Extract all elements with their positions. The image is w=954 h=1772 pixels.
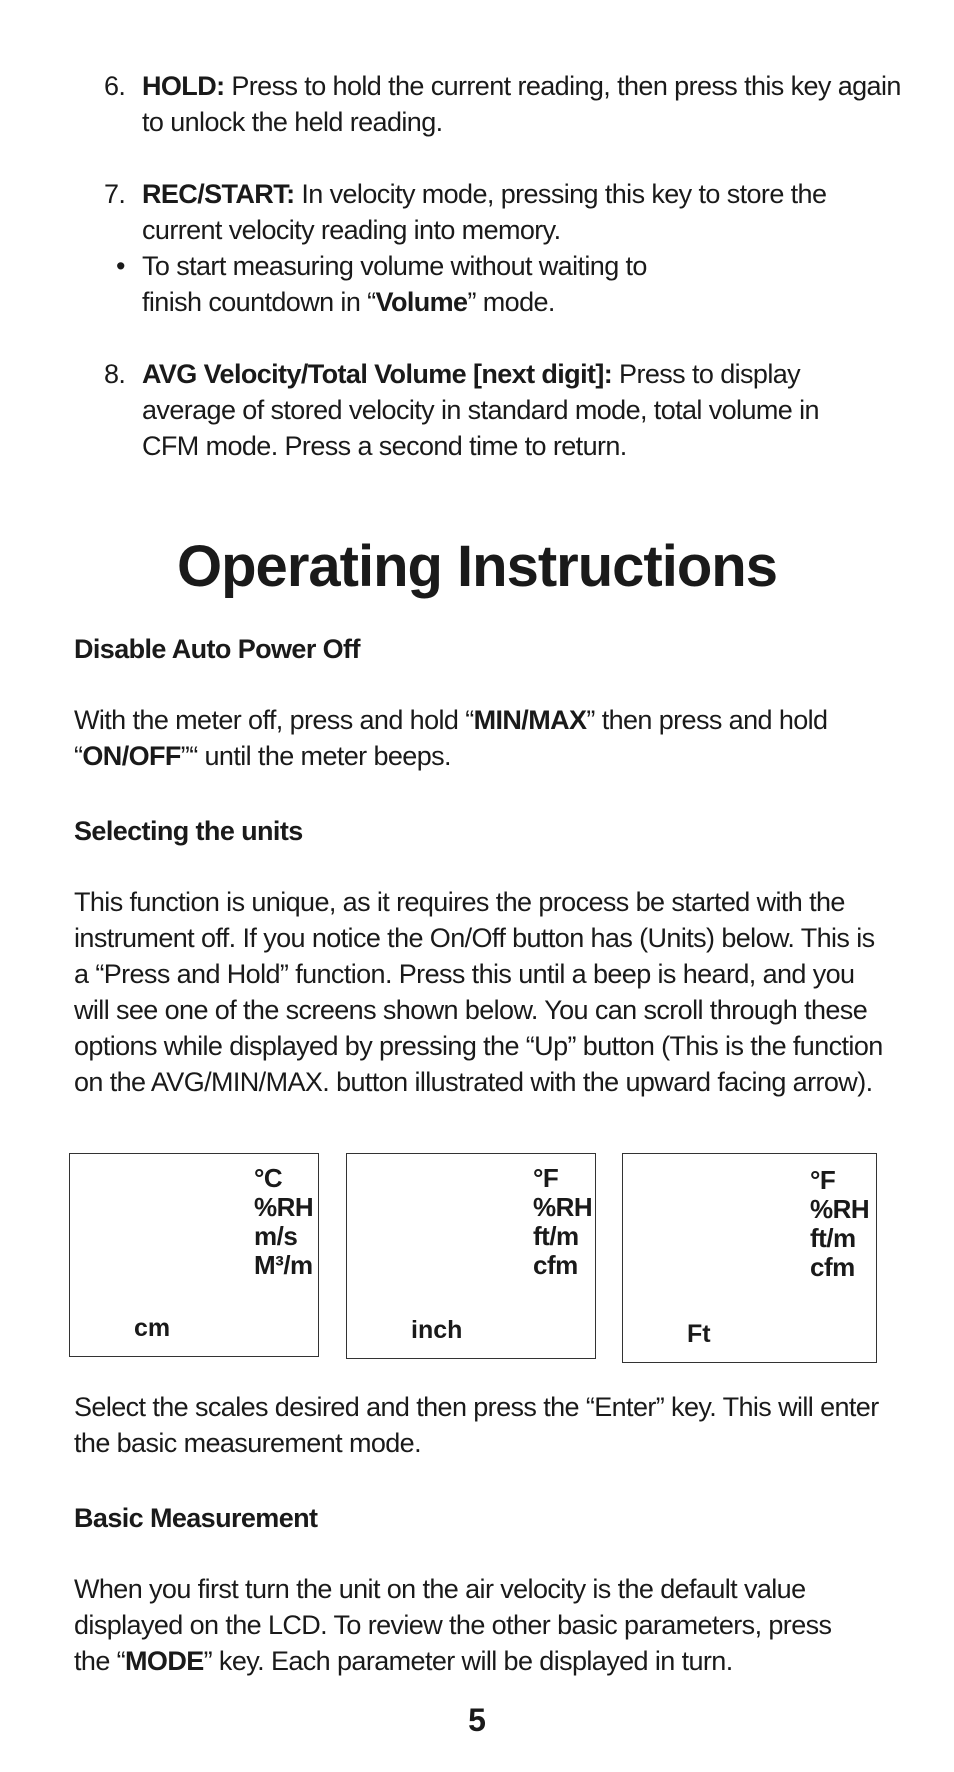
lcd-scale-label: Ft	[687, 1320, 711, 1348]
temp-unit: °F	[810, 1165, 836, 1195]
item-label: HOLD:	[142, 71, 225, 101]
volume-unit: cfm	[810, 1252, 855, 1282]
item-body	[142, 68, 904, 140]
humidity-unit: %RH	[254, 1192, 314, 1222]
lcd-scale-label: inch	[411, 1316, 463, 1344]
temp-unit: °C	[254, 1163, 283, 1193]
velocity-unit: ft/m	[533, 1221, 579, 1251]
velocity-unit: m/s	[254, 1221, 298, 1251]
item-text: In velocity mode, pressing this key to store the current velocity reading into memory.	[142, 179, 827, 245]
lcd-units	[533, 1164, 592, 1280]
item-text: Press to hold the current reading, then press this key again to unlock the held reading.	[142, 71, 901, 137]
temp-unit: °F	[533, 1163, 559, 1193]
paragraph-basic-measurement	[74, 1571, 874, 1679]
item-body	[142, 356, 872, 464]
item-text: Press to display average of stored velocity in standard mode, total volume in CFM mode. Press a second time to return.	[142, 359, 819, 461]
key-item-avg-velocity	[104, 356, 904, 464]
lcd-screen-imperial-inch	[346, 1153, 596, 1359]
item-number: 6.	[104, 71, 126, 101]
lcd-screen-imperial-ft	[622, 1153, 877, 1363]
item-label: AVG Velocity/Total Volume [next digit]:	[142, 359, 613, 389]
page-number: 5	[468, 1702, 486, 1738]
lcd-scale-label: cm	[134, 1314, 171, 1342]
humidity-unit: %RH	[810, 1194, 870, 1224]
velocity-unit: ft/m	[810, 1223, 856, 1253]
bullet-pre: To start measuring volume without waiting to finish countdown in “	[142, 251, 647, 317]
bullet-bold: Volume	[375, 287, 468, 317]
para-text: ” key. Each parameter will be displayed in turn.	[203, 1646, 733, 1676]
para-bold: ON/OFF	[82, 741, 181, 771]
paragraph-select-scales: Select the scales desired and then press the “Enter” key. This will enter the basic measurement mode.	[74, 1392, 879, 1458]
item-number: 8.	[104, 359, 126, 389]
para-text: With the meter off, press and hold “	[74, 705, 474, 735]
lcd-units	[810, 1166, 869, 1282]
paragraph-disable-auto-power-off	[74, 702, 864, 774]
item-number: 7.	[104, 179, 126, 209]
bullet-item-volume	[116, 248, 676, 320]
volume-unit: M³/m	[254, 1250, 313, 1280]
lcd-screen-metric	[69, 1153, 319, 1357]
key-item-rec-start	[104, 176, 904, 248]
item-label: REC/START:	[142, 179, 295, 209]
para-text: ”“ until the meter beeps.	[180, 741, 451, 771]
bullet-dot: •	[116, 251, 125, 281]
heading-selecting-units: Selecting the units	[74, 816, 303, 846]
para-text: ” then press and hold “	[74, 705, 828, 771]
bullet-text	[142, 248, 676, 320]
humidity-unit: %RH	[533, 1192, 593, 1222]
page-title: Operating Instructions	[177, 534, 777, 599]
bullet-post: ” mode.	[467, 287, 555, 317]
heading-disable-auto-power-off: Disable Auto Power Off	[74, 634, 360, 664]
key-item-hold	[104, 68, 904, 140]
volume-unit: cfm	[533, 1250, 578, 1280]
para-bold: MIN/MAX	[473, 705, 587, 735]
lcd-units	[254, 1164, 313, 1280]
para-text: When you first turn the unit on the air velocity is the default value displayed on the LCD. To review the other basic parameters, press the “	[74, 1574, 832, 1676]
heading-basic-measurement: Basic Measurement	[74, 1503, 318, 1533]
item-body	[142, 176, 904, 248]
paragraph-selecting-units: This function is unique, as it requires the process be started with the instrument off. If you notice the On/Off button has (Units) below. This is a “Press and Hold” function. Press this until a beep is heard, and you will see one of the screens shown below. You can scroll through these options while displayed by pressing the “Up” button (This is the function on the AVG/MIN/MAX. button illustrated with the upward facing arrow).	[74, 887, 883, 1097]
para-bold: MODE	[125, 1646, 204, 1676]
